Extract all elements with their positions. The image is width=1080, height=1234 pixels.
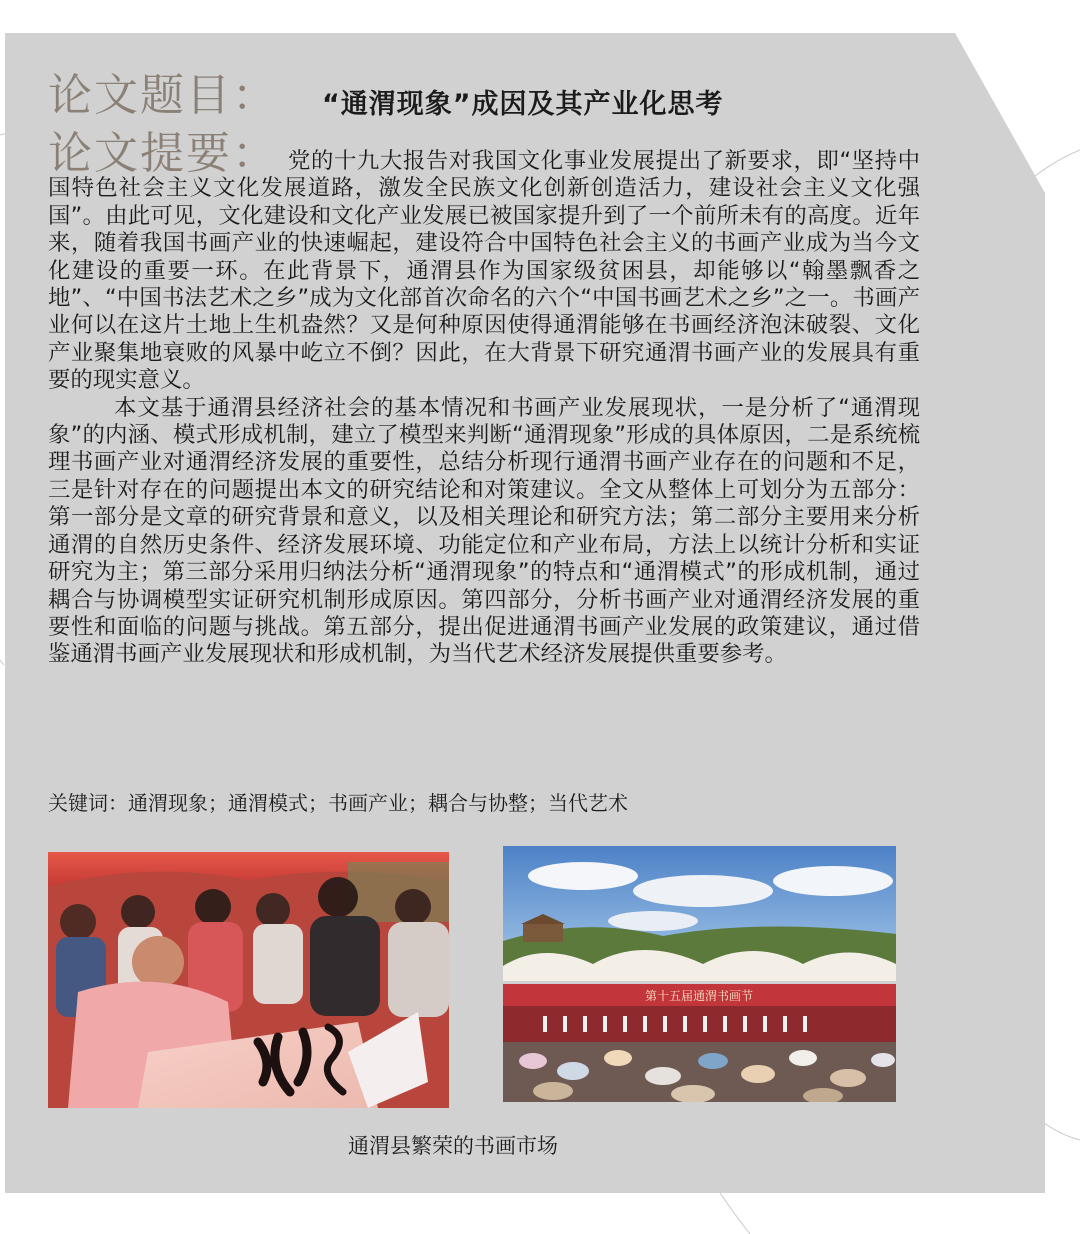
- paper-title: “通渭现象”成因及其产业化思考: [322, 89, 724, 120]
- abstract-body: [48, 148, 920, 669]
- title-label: 论文题目：: [48, 70, 278, 121]
- festival-banner-text: 第十五届通渭书画节: [644, 989, 754, 1003]
- abstract-paragraph-2: 本文基于通渭县经济社会的基本情况和书画产业发展现状，一是分析了“通渭现象”的内涵、模式形成机制，建立了模型来判断“通渭现象”形成的具体原因，二是系统梳理书画产业对通渭经济发展的重要性，总结分析现行通渭书画产业存在的问题和不足，三是针对存在的问题提出本文的研究结论和对策建议。全文从整体上可划分为五部分：第一部分是文章的研究背景和意义，以及相关理论和研究方法；第二部分主要用来分析通渭的自然历史条件、经济发展环境、功能定位和产业布局，方法上以统计分析和实证研究为主；第三部分采用归纳法分析“通渭现象”的特点和“通渭模式”的形成机制，通过耦合与协调模型实证研究机制形成原因。第四部分，分析书画产业对通渭经济发展的重要性和面临的问题与挑战。第五部分，提出促进通渭书画产业发展的政策建议，通过借鉴通渭书画产业发展现状和形成机制，为当代艺术经济发展提供重要参考。: [48, 394, 920, 668]
- keywords: 关键词：通渭现象；通渭模式；书画产业；耦合与协整；当代艺术: [48, 791, 628, 815]
- photo-caption: 通渭县繁荣的书画市场: [348, 1134, 558, 1158]
- abstract-label: 论文提要：: [48, 128, 278, 179]
- calligraphy-market-photo: [48, 852, 449, 1108]
- festival-stage-photo: [503, 846, 896, 1102]
- abstract-paragraph-1: 党的十九大报告对我国文化事业发展提出了新要求，即“坚持中国特色社会主义文化发展道路，激发全民族文化创新创造活力，建设社会主义文化强国”。由此可见，文化建设和文化产业发展已被国家提升到了一个前所未有的高度。近年来，随着我国书画产业的快速崛起，建设符合中国特色社会主义的书画产业成为当今文化建设的重要一环。在此背景下，通渭县作为国家级贫困县，却能够以“翰墨飘香之地”、“中国书法艺术之乡”成为文化部首次命名的六个“中国书画艺术之乡”之一。书画产业何以在这片土地上生机盎然？又是何种原因使得通渭能够在书画经济泡沫破裂、文化产业聚集地衰败的风暴中屹立不倒？因此，在大背景下研究通渭书画产业的发展具有重要的现实意义。: [48, 148, 920, 394]
